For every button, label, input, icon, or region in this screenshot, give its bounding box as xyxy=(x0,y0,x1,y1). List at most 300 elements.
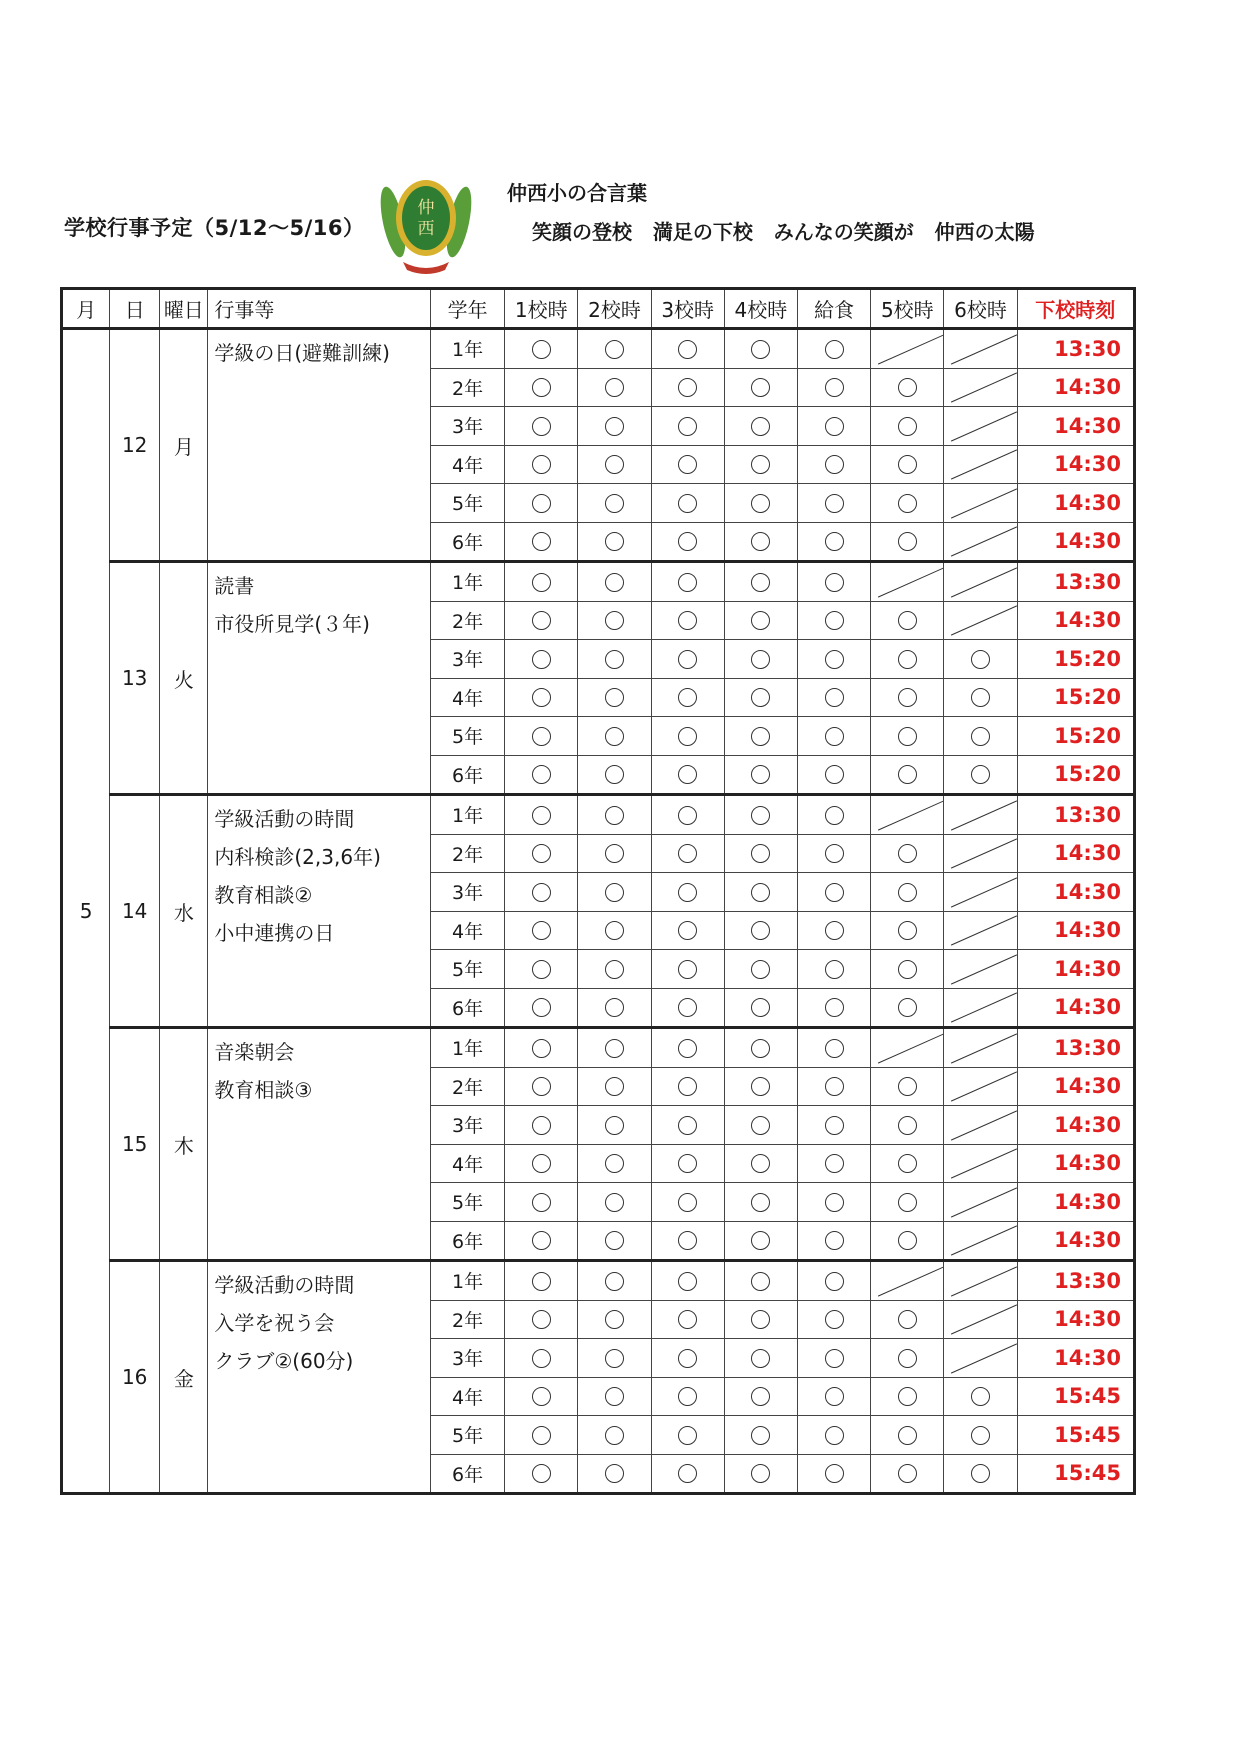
circle-mark-icon xyxy=(971,727,990,746)
dismissal-time: 14:30 xyxy=(1017,911,1134,950)
period-cell xyxy=(505,1106,578,1145)
col-period1: 1校時 xyxy=(505,289,578,329)
circle-mark-icon xyxy=(605,455,624,474)
circle-mark-icon xyxy=(751,1039,770,1058)
period5-cell xyxy=(871,834,944,873)
period5-cell xyxy=(871,1454,944,1494)
period-cell xyxy=(578,640,651,679)
circle-mark-icon xyxy=(678,1193,697,1212)
circle-mark-icon xyxy=(678,765,697,784)
circle-mark-icon xyxy=(605,378,624,397)
period-cell xyxy=(651,445,724,484)
grade-cell: 4年 xyxy=(430,1377,504,1416)
circle-mark-icon xyxy=(898,727,917,746)
grade-cell: 2年 xyxy=(430,601,504,640)
circle-mark-icon xyxy=(751,573,770,592)
period-cell xyxy=(724,873,797,912)
event-item: 学級活動の時間 xyxy=(214,1273,355,1297)
circle-mark-icon xyxy=(678,883,697,902)
circle-mark-icon xyxy=(825,1231,844,1250)
period6-cell xyxy=(944,834,1017,873)
circle-mark-icon xyxy=(751,340,770,359)
svg-text:西: 西 xyxy=(417,219,435,239)
period5-cell xyxy=(871,755,944,795)
period-cell xyxy=(578,1300,651,1339)
circle-mark-icon xyxy=(605,1231,624,1250)
grade-cell: 6年 xyxy=(430,1221,504,1261)
period-cell xyxy=(798,562,871,602)
dismissal-time: 14:30 xyxy=(1017,407,1134,446)
dismissal-time: 13:30 xyxy=(1017,795,1134,835)
circle-mark-icon xyxy=(532,921,551,940)
circle-mark-icon xyxy=(605,611,624,630)
period-cell xyxy=(578,601,651,640)
circle-mark-icon xyxy=(532,417,551,436)
dismissal-time: 13:30 xyxy=(1017,562,1134,602)
circle-mark-icon xyxy=(532,688,551,707)
period5-cell xyxy=(871,407,944,446)
circle-mark-icon xyxy=(825,806,844,825)
col-lunch: 給食 xyxy=(798,289,871,329)
period-cell xyxy=(651,1106,724,1145)
period-cell xyxy=(651,1067,724,1106)
period6-cell xyxy=(944,717,1017,756)
period-cell xyxy=(798,873,871,912)
schedule-body xyxy=(62,329,1135,1494)
period-cell xyxy=(724,1106,797,1145)
circle-mark-icon xyxy=(898,611,917,630)
circle-mark-icon xyxy=(678,1077,697,1096)
circle-mark-icon xyxy=(678,378,697,397)
period-cell xyxy=(505,1144,578,1183)
circle-mark-icon xyxy=(825,1349,844,1368)
period-cell xyxy=(651,1416,724,1455)
period-cell xyxy=(505,873,578,912)
period-cell xyxy=(578,329,651,369)
event-item: 教育相談③ xyxy=(214,1078,313,1102)
circle-mark-icon xyxy=(532,611,551,630)
circle-mark-icon xyxy=(532,1387,551,1406)
period-cell xyxy=(798,1377,871,1416)
circle-mark-icon xyxy=(825,340,844,359)
dismissal-time: 14:30 xyxy=(1017,1067,1134,1106)
period-cell xyxy=(724,1183,797,1222)
grade-cell: 2年 xyxy=(430,368,504,407)
circle-mark-icon xyxy=(898,1349,917,1368)
period-cell xyxy=(724,1416,797,1455)
grade-cell: 3年 xyxy=(430,1106,504,1145)
period-cell xyxy=(798,834,871,873)
grade-cell: 2年 xyxy=(430,1300,504,1339)
period-cell xyxy=(651,562,724,602)
period-cell xyxy=(798,368,871,407)
circle-mark-icon xyxy=(678,806,697,825)
period-cell xyxy=(724,988,797,1028)
circle-mark-icon xyxy=(825,1464,844,1483)
period-cell xyxy=(724,407,797,446)
period6-cell xyxy=(944,873,1017,912)
period-cell xyxy=(651,1144,724,1183)
date-cell: 15 xyxy=(110,1028,160,1261)
period-cell xyxy=(651,368,724,407)
period-cell xyxy=(724,1300,797,1339)
period-cell xyxy=(798,445,871,484)
period-cell xyxy=(798,601,871,640)
circle-mark-icon xyxy=(825,688,844,707)
circle-mark-icon xyxy=(605,727,624,746)
period6-cell xyxy=(944,1067,1017,1106)
circle-mark-icon xyxy=(825,650,844,669)
circle-mark-icon xyxy=(751,650,770,669)
period-cell xyxy=(724,484,797,523)
circle-mark-icon xyxy=(751,765,770,784)
col-weekday: 曜日 xyxy=(160,289,208,329)
period-cell xyxy=(505,1454,578,1494)
event-item: 学級の日(避難訓練) xyxy=(214,341,390,365)
period5-cell xyxy=(871,1300,944,1339)
period-cell xyxy=(798,522,871,562)
grade-cell: 4年 xyxy=(430,445,504,484)
circle-mark-icon xyxy=(898,960,917,979)
period-cell xyxy=(505,484,578,523)
period6-cell xyxy=(944,601,1017,640)
circle-mark-icon xyxy=(898,1193,917,1212)
period-cell xyxy=(724,368,797,407)
period-cell xyxy=(505,1377,578,1416)
period6-cell xyxy=(944,1028,1017,1068)
circle-mark-icon xyxy=(605,1310,624,1329)
dismissal-time: 14:30 xyxy=(1017,522,1134,562)
period-cell xyxy=(651,640,724,679)
circle-mark-icon xyxy=(678,1154,697,1173)
period-cell xyxy=(578,911,651,950)
circle-mark-icon xyxy=(605,1039,624,1058)
circle-mark-icon xyxy=(605,650,624,669)
circle-mark-icon xyxy=(532,998,551,1017)
circle-mark-icon xyxy=(751,1387,770,1406)
circle-mark-icon xyxy=(825,998,844,1017)
circle-mark-icon xyxy=(825,844,844,863)
circle-mark-icon xyxy=(751,1231,770,1250)
circle-mark-icon xyxy=(751,1349,770,1368)
period-cell xyxy=(505,1183,578,1222)
circle-mark-icon xyxy=(532,960,551,979)
period5-cell xyxy=(871,795,944,835)
period-cell xyxy=(505,834,578,873)
weekday-cell: 木 xyxy=(160,1028,208,1261)
circle-mark-icon xyxy=(971,1387,990,1406)
circle-mark-icon xyxy=(825,883,844,902)
period-cell xyxy=(578,873,651,912)
period5-cell xyxy=(871,640,944,679)
table-row xyxy=(62,562,1135,602)
circle-mark-icon xyxy=(532,806,551,825)
circle-mark-icon xyxy=(678,727,697,746)
dismissal-time: 14:30 xyxy=(1017,873,1134,912)
period-cell xyxy=(578,1377,651,1416)
motto-text xyxy=(532,216,1035,245)
period-cell xyxy=(798,407,871,446)
period-cell xyxy=(724,601,797,640)
period5-cell xyxy=(871,562,944,602)
period-cell xyxy=(651,1028,724,1068)
events-cell xyxy=(208,795,431,1028)
circle-mark-icon xyxy=(532,1464,551,1483)
period5-cell xyxy=(871,1261,944,1301)
period-cell xyxy=(578,950,651,989)
circle-mark-icon xyxy=(678,1310,697,1329)
period-cell xyxy=(651,717,724,756)
dismissal-time: 14:30 xyxy=(1017,1300,1134,1339)
dismissal-time: 13:30 xyxy=(1017,1028,1134,1068)
circle-mark-icon xyxy=(898,494,917,513)
dismissal-time: 14:30 xyxy=(1017,601,1134,640)
period-cell xyxy=(724,678,797,717)
period-cell xyxy=(505,445,578,484)
period-cell xyxy=(505,640,578,679)
period-cell xyxy=(505,407,578,446)
circle-mark-icon xyxy=(898,1464,917,1483)
dismissal-time: 13:30 xyxy=(1017,1261,1134,1301)
circle-mark-icon xyxy=(825,455,844,474)
circle-mark-icon xyxy=(825,1310,844,1329)
circle-mark-icon xyxy=(532,378,551,397)
period-cell xyxy=(798,1454,871,1494)
grade-cell: 1年 xyxy=(430,329,504,369)
dismissal-time: 14:30 xyxy=(1017,368,1134,407)
motto-title: 仲西小の合言葉 xyxy=(507,181,647,205)
period-cell xyxy=(798,1221,871,1261)
circle-mark-icon xyxy=(678,417,697,436)
period-cell xyxy=(505,1261,578,1301)
period-cell xyxy=(651,678,724,717)
circle-mark-icon xyxy=(898,378,917,397)
circle-mark-icon xyxy=(898,883,917,902)
circle-mark-icon xyxy=(678,998,697,1017)
period-cell xyxy=(505,950,578,989)
circle-mark-icon xyxy=(825,727,844,746)
events-cell xyxy=(208,1028,431,1261)
circle-mark-icon xyxy=(532,1154,551,1173)
period5-cell xyxy=(871,678,944,717)
event-item: 読書 xyxy=(214,574,255,598)
circle-mark-icon xyxy=(825,1193,844,1212)
circle-mark-icon xyxy=(825,1077,844,1096)
circle-mark-icon xyxy=(678,611,697,630)
circle-mark-icon xyxy=(532,765,551,784)
event-item: 入学を祝う会 xyxy=(214,1311,335,1335)
svg-text:仲: 仲 xyxy=(417,198,435,218)
period-cell xyxy=(651,755,724,795)
period6-cell xyxy=(944,988,1017,1028)
circle-mark-icon xyxy=(605,806,624,825)
col-period4: 4校時 xyxy=(724,289,797,329)
col-dismissal: 下校時刻 xyxy=(1017,289,1134,329)
period-cell xyxy=(651,1261,724,1301)
col-grade: 学年 xyxy=(430,289,504,329)
event-item: 音楽朝会 xyxy=(214,1040,295,1064)
period5-cell xyxy=(871,911,944,950)
circle-mark-icon xyxy=(678,1039,697,1058)
dismissal-time: 14:30 xyxy=(1017,1183,1134,1222)
period-cell xyxy=(798,950,871,989)
period5-cell xyxy=(871,1416,944,1455)
dismissal-time: 15:45 xyxy=(1017,1416,1134,1455)
period-cell xyxy=(724,795,797,835)
period6-cell xyxy=(944,368,1017,407)
weekday-cell: 月 xyxy=(160,329,208,562)
period-cell xyxy=(651,601,724,640)
circle-mark-icon xyxy=(898,1077,917,1096)
period-cell xyxy=(798,329,871,369)
circle-mark-icon xyxy=(751,532,770,551)
period-cell xyxy=(651,795,724,835)
circle-mark-icon xyxy=(751,1077,770,1096)
period-cell xyxy=(798,1416,871,1455)
dismissal-time: 15:20 xyxy=(1017,717,1134,756)
circle-mark-icon xyxy=(605,1154,624,1173)
circle-mark-icon xyxy=(532,1426,551,1445)
circle-mark-icon xyxy=(898,998,917,1017)
circle-mark-icon xyxy=(825,1272,844,1291)
circle-mark-icon xyxy=(751,1116,770,1135)
period-cell xyxy=(578,717,651,756)
period-cell xyxy=(651,950,724,989)
period-cell xyxy=(578,1028,651,1068)
circle-mark-icon xyxy=(825,532,844,551)
period-cell xyxy=(724,1028,797,1068)
circle-mark-icon xyxy=(825,611,844,630)
circle-mark-icon xyxy=(532,844,551,863)
circle-mark-icon xyxy=(751,611,770,630)
grade-cell: 3年 xyxy=(430,873,504,912)
circle-mark-icon xyxy=(605,1426,624,1445)
event-item: 学級活動の時間 xyxy=(214,807,355,831)
period6-cell xyxy=(944,795,1017,835)
col-month: 月 xyxy=(62,289,110,329)
grade-cell: 4年 xyxy=(430,678,504,717)
period-cell xyxy=(651,522,724,562)
circle-mark-icon xyxy=(532,727,551,746)
circle-mark-icon xyxy=(751,417,770,436)
dismissal-time: 14:30 xyxy=(1017,1339,1134,1378)
period6-cell xyxy=(944,1261,1017,1301)
period5-cell xyxy=(871,1106,944,1145)
period-cell xyxy=(578,755,651,795)
period6-cell xyxy=(944,1300,1017,1339)
period5-cell xyxy=(871,950,944,989)
circle-mark-icon xyxy=(898,1116,917,1135)
period-cell xyxy=(651,484,724,523)
circle-mark-icon xyxy=(605,960,624,979)
grade-cell: 1年 xyxy=(430,1028,504,1068)
period-cell xyxy=(798,911,871,950)
grade-cell: 6年 xyxy=(430,755,504,795)
period5-cell xyxy=(871,601,944,640)
grade-cell: 5年 xyxy=(430,717,504,756)
circle-mark-icon xyxy=(532,1039,551,1058)
period6-cell xyxy=(944,1377,1017,1416)
period-cell xyxy=(724,1144,797,1183)
period-cell xyxy=(798,1106,871,1145)
event-item: 教育相談② xyxy=(214,883,313,907)
period-cell xyxy=(651,1339,724,1378)
event-item: 内科検診(2,3,6年) xyxy=(214,845,381,869)
circle-mark-icon xyxy=(825,494,844,513)
grade-cell: 5年 xyxy=(430,1416,504,1455)
period-cell xyxy=(505,1416,578,1455)
period-cell xyxy=(505,601,578,640)
circle-mark-icon xyxy=(532,1116,551,1135)
dismissal-time: 15:45 xyxy=(1017,1454,1134,1494)
circle-mark-icon xyxy=(751,1193,770,1212)
period-cell xyxy=(724,445,797,484)
circle-mark-icon xyxy=(605,998,624,1017)
weekday-cell: 火 xyxy=(160,562,208,795)
period-cell xyxy=(724,717,797,756)
grade-cell: 6年 xyxy=(430,522,504,562)
circle-mark-icon xyxy=(678,1387,697,1406)
grade-cell: 3年 xyxy=(430,407,504,446)
col-period6: 6校時 xyxy=(944,289,1017,329)
motto-phrase: みんなの笑顔が xyxy=(773,220,914,244)
circle-mark-icon xyxy=(678,650,697,669)
circle-mark-icon xyxy=(825,378,844,397)
circle-mark-icon xyxy=(605,688,624,707)
circle-mark-icon xyxy=(751,844,770,863)
period-cell xyxy=(505,1339,578,1378)
motto-phrase: 笑顔の登校 xyxy=(532,220,632,244)
period-cell xyxy=(578,445,651,484)
period-cell xyxy=(651,1454,724,1494)
circle-mark-icon xyxy=(605,1077,624,1096)
period5-cell xyxy=(871,1028,944,1068)
circle-mark-icon xyxy=(605,1272,624,1291)
dismissal-time: 15:45 xyxy=(1017,1377,1134,1416)
period-cell xyxy=(578,1144,651,1183)
period-cell xyxy=(651,873,724,912)
dismissal-time: 13:30 xyxy=(1017,329,1134,369)
circle-mark-icon xyxy=(605,1387,624,1406)
month-cell: 5 xyxy=(62,329,110,1494)
dismissal-time: 14:30 xyxy=(1017,445,1134,484)
dismissal-time: 14:30 xyxy=(1017,834,1134,873)
circle-mark-icon xyxy=(751,1464,770,1483)
period5-cell xyxy=(871,329,944,369)
circle-mark-icon xyxy=(751,998,770,1017)
grade-cell: 4年 xyxy=(430,911,504,950)
period-cell xyxy=(724,1377,797,1416)
period-cell xyxy=(724,1261,797,1301)
circle-mark-icon xyxy=(532,650,551,669)
dismissal-time: 14:30 xyxy=(1017,988,1134,1028)
circle-mark-icon xyxy=(971,1464,990,1483)
period-cell xyxy=(651,329,724,369)
circle-mark-icon xyxy=(751,883,770,902)
circle-mark-icon xyxy=(898,765,917,784)
grade-cell: 5年 xyxy=(430,1183,504,1222)
circle-mark-icon xyxy=(532,532,551,551)
period6-cell xyxy=(944,911,1017,950)
events-cell xyxy=(208,1261,431,1494)
circle-mark-icon xyxy=(532,1272,551,1291)
period-cell xyxy=(505,329,578,369)
period-cell xyxy=(798,755,871,795)
period-cell xyxy=(578,678,651,717)
period6-cell xyxy=(944,1454,1017,1494)
circle-mark-icon xyxy=(971,765,990,784)
period6-cell xyxy=(944,1183,1017,1222)
